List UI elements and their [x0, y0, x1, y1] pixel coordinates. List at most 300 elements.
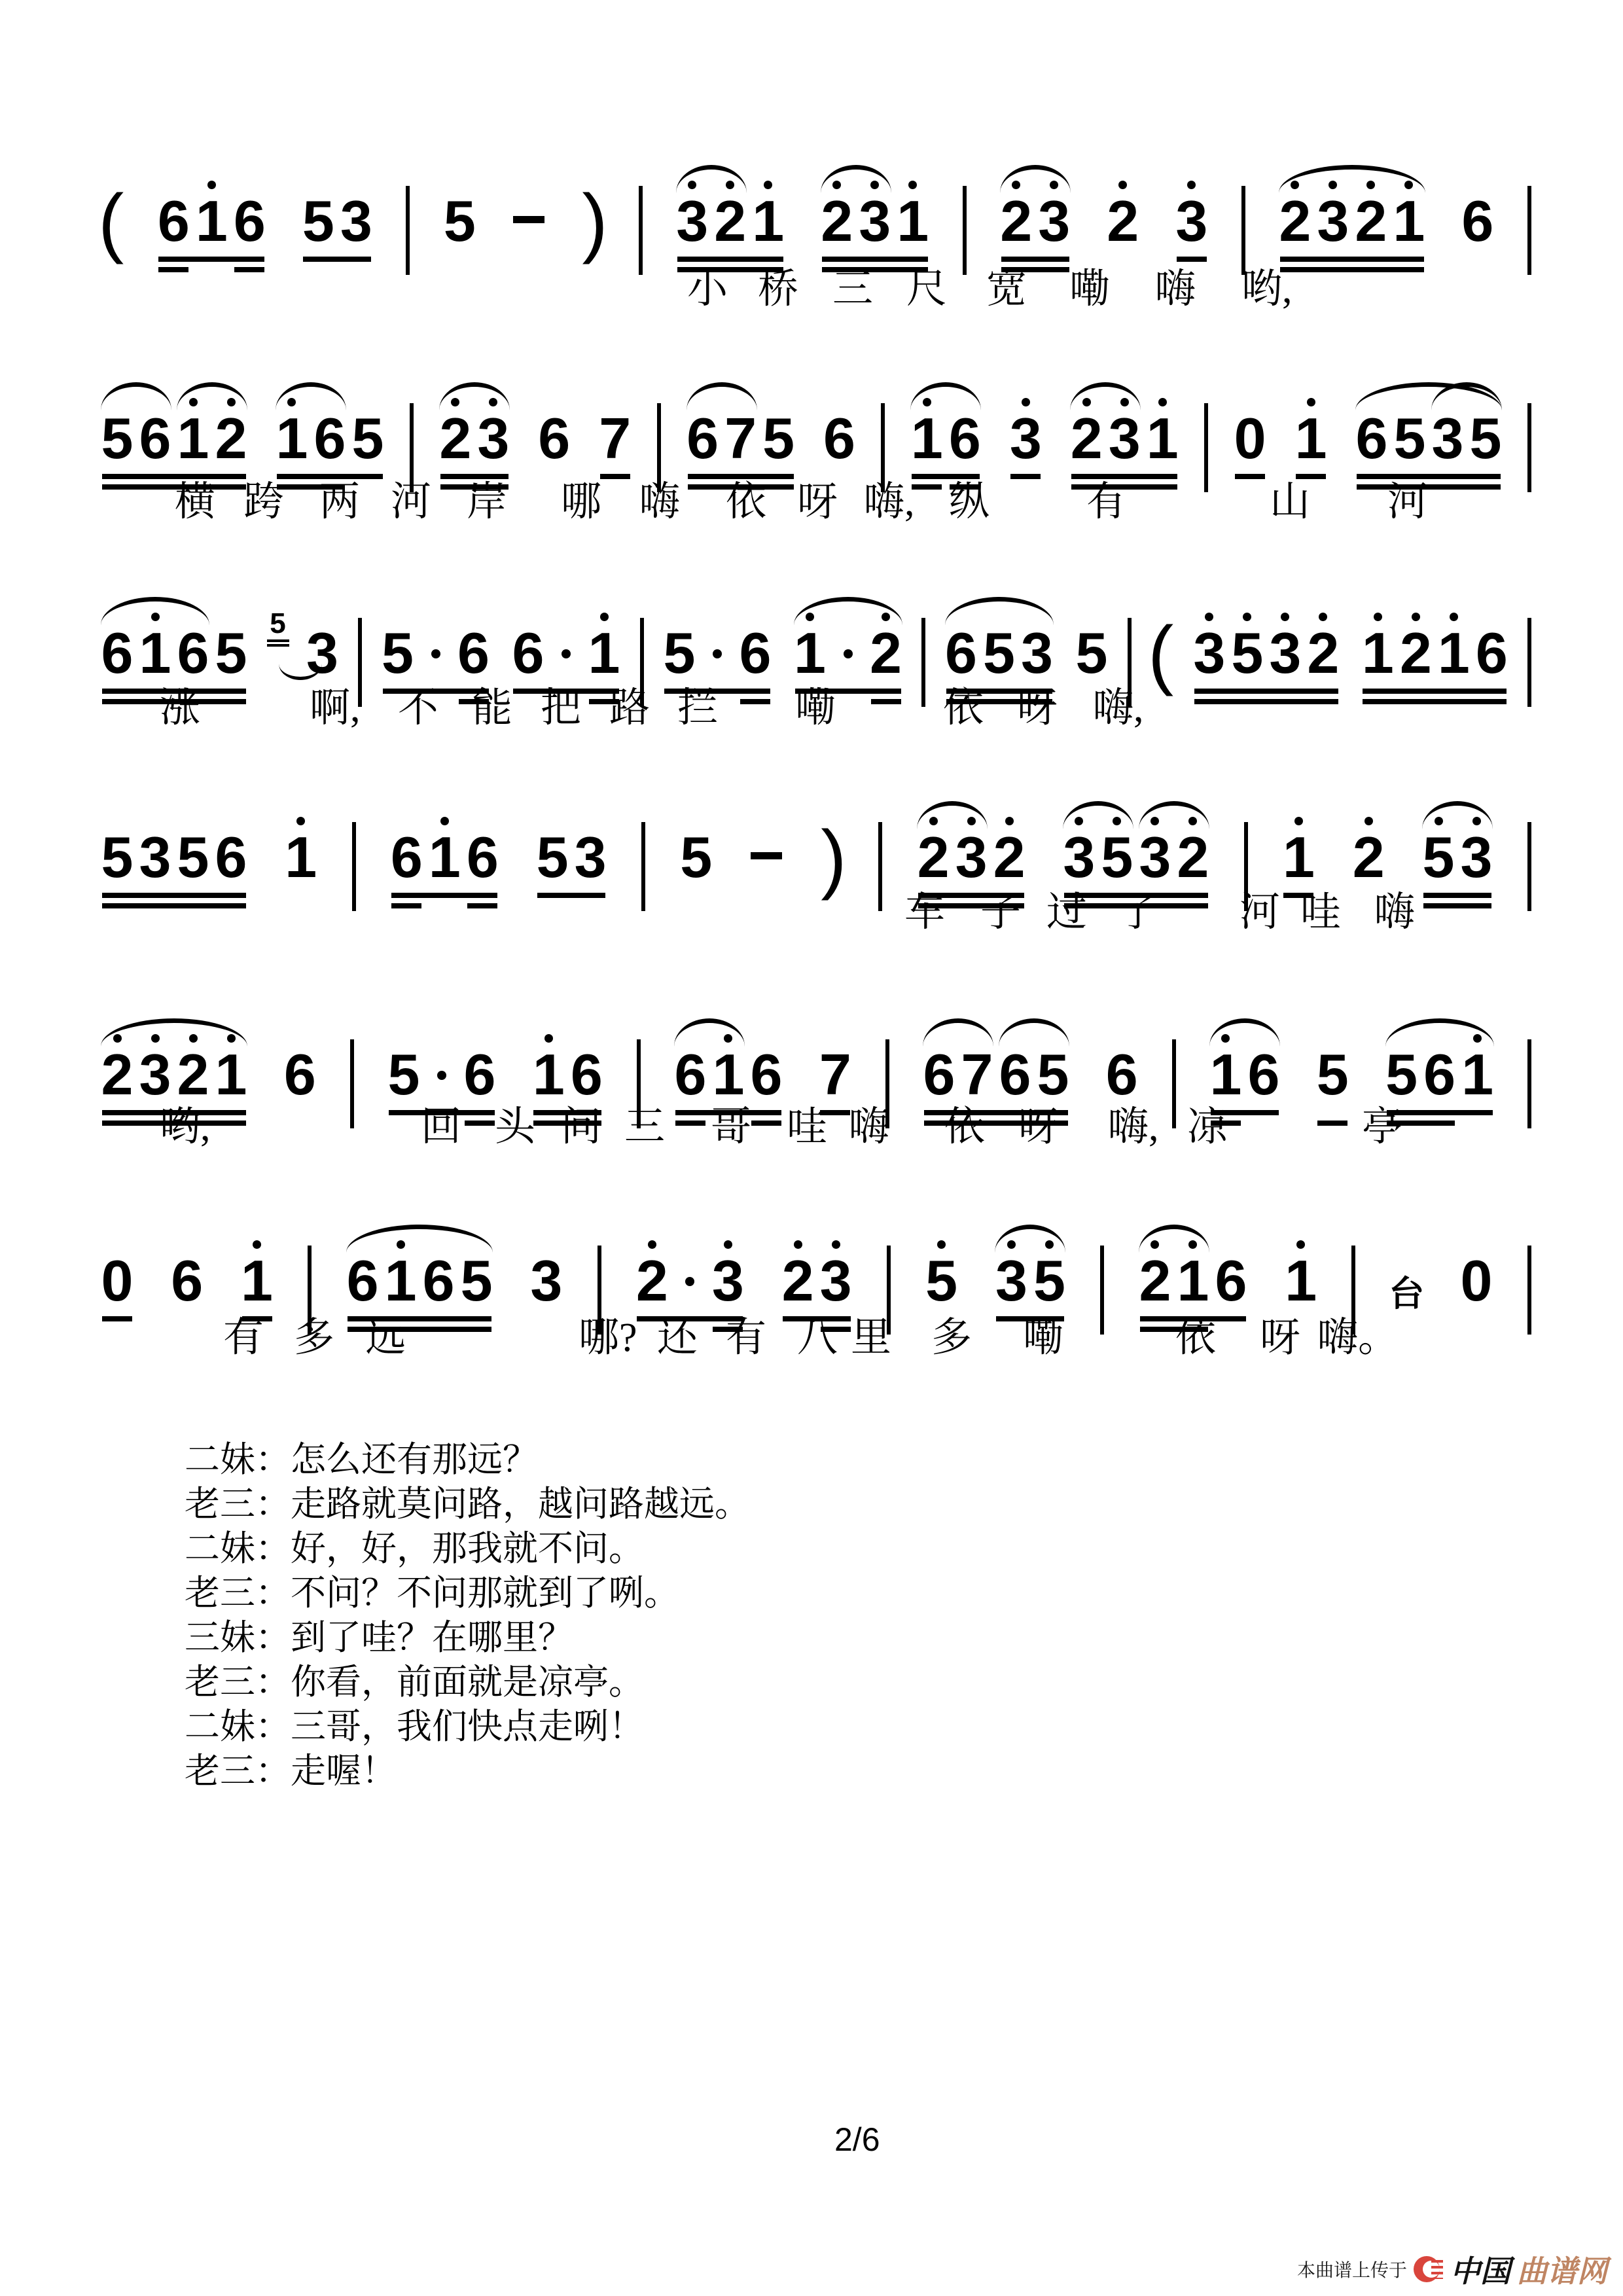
- note-digit: 5: [1316, 1042, 1349, 1107]
- paren: (: [1148, 611, 1174, 697]
- lyric-syllable: 两: [319, 480, 361, 524]
- note-digit: 3: [340, 188, 372, 253]
- slur-arc: [439, 382, 510, 410]
- note-unit: [709, 1235, 747, 1313]
- beam-underline: [391, 903, 421, 908]
- beam-underline: [912, 484, 942, 490]
- beam-underline: [1194, 699, 1338, 704]
- note-digit: 6: [422, 1248, 455, 1313]
- lyric-syllable: 依: [944, 1105, 986, 1149]
- note-digit: 3: [1460, 825, 1493, 889]
- lyric-syllable: 呀: [1017, 686, 1058, 730]
- note-unit: [281, 1029, 319, 1107]
- note-digit: 1: [276, 406, 308, 471]
- lyric-syllable: 涨: [160, 686, 201, 730]
- dialogue-line: 老三：不问？不问那就到了咧。: [185, 1573, 679, 1613]
- note-digit: 2: [714, 188, 747, 253]
- note-digit: 5: [302, 188, 334, 253]
- slur-arc: [917, 801, 988, 829]
- note-digit: 5: [762, 406, 795, 471]
- slur-arc: [945, 597, 1054, 625]
- note-group: [1231, 393, 1269, 505]
- note-unit: [749, 175, 787, 253]
- augmentation-dot: [713, 649, 722, 658]
- note-digit: 6: [177, 620, 209, 685]
- note-digit: 3: [1009, 406, 1042, 471]
- paren: (: [98, 179, 124, 265]
- dialogue-line: 二妹：好，好，那我就不问。: [185, 1529, 644, 1568]
- lyric-syllable: 哟,: [160, 1105, 211, 1149]
- dialogue-line: 老三：走喔！: [185, 1751, 397, 1791]
- beam-underline: [102, 1316, 132, 1321]
- note-unit: [585, 607, 623, 685]
- barline: [1204, 403, 1208, 492]
- lyric-syllable: 把: [541, 686, 582, 730]
- octave-dot: [832, 1240, 840, 1249]
- note-unit: [282, 812, 320, 889]
- dialogue-line: 三妹：到了哇？在哪里？: [185, 1618, 573, 1657]
- note-digit: 7: [599, 406, 632, 471]
- note-group: [281, 1029, 319, 1141]
- note-unit: [698, 607, 736, 681]
- note-digit: 2: [821, 188, 853, 253]
- note-digit: 3: [676, 188, 709, 253]
- note-digit: 6: [157, 188, 190, 253]
- music-system: [98, 175, 1531, 306]
- note-group: [98, 812, 250, 924]
- lyric-syllable: 不: [398, 686, 439, 730]
- note-digit: 1: [1177, 1248, 1209, 1313]
- note-unit: [571, 812, 609, 889]
- lyric-syllable: 车: [904, 890, 946, 935]
- note-digit: 3: [1175, 188, 1208, 253]
- note-digit: 1: [139, 620, 171, 685]
- note-unit: [677, 812, 715, 889]
- barline: [410, 403, 414, 492]
- lyric-syllable: 岸: [467, 480, 508, 524]
- note-unit: [1104, 175, 1142, 253]
- note-digit: 1: [215, 1042, 247, 1107]
- barline: [921, 618, 925, 707]
- note-group: [1313, 1029, 1351, 1141]
- note-unit: [1007, 393, 1044, 471]
- augmentation-dot: [437, 1071, 446, 1080]
- note-unit: [385, 1029, 423, 1107]
- octave-dot: [1118, 181, 1127, 189]
- note-unit: [461, 1029, 499, 1107]
- note-group: [1459, 175, 1497, 288]
- note-digit: 5: [1422, 825, 1455, 889]
- augmentation-dot: [844, 649, 853, 658]
- lyric-syllable: 呀: [797, 480, 838, 524]
- dialogue-line: 二妹：三哥，我们快点走咧！: [185, 1707, 644, 1746]
- note-digit: 6: [948, 406, 981, 471]
- note-unit: [747, 1029, 785, 1107]
- note-unit: [821, 393, 859, 471]
- lyric-syllable: 哟,: [1241, 267, 1293, 312]
- note-digit: 2: [1352, 825, 1385, 889]
- lyric-syllable: 跨: [243, 480, 285, 524]
- barline: [1527, 1246, 1531, 1335]
- note-digit: 6: [570, 1042, 603, 1107]
- lyric-syllable: 啊,: [310, 686, 361, 730]
- note-unit: [417, 607, 455, 681]
- octave-dot: [1187, 181, 1196, 189]
- paren: ): [821, 815, 847, 901]
- note-digit: 6: [313, 406, 346, 471]
- dash-bar: [751, 852, 782, 859]
- note-digit: 2: [1399, 620, 1432, 685]
- note-unit: [440, 175, 478, 253]
- note-unit: [1313, 1029, 1351, 1107]
- note-group: [1190, 607, 1342, 720]
- note-digit: 6: [457, 620, 490, 685]
- lyric-syllable: 嗨,: [1108, 1105, 1159, 1149]
- octave-dot: [600, 613, 609, 621]
- note-digit: 1: [752, 188, 785, 253]
- lyric-syllable: 有: [1086, 480, 1128, 524]
- note-digit: 6: [750, 1042, 783, 1107]
- note-digit: 1: [1361, 620, 1394, 685]
- note-digit: 3: [530, 1248, 563, 1313]
- note-digit: 5: [1385, 1042, 1418, 1107]
- lyric-syllable: 尺: [906, 267, 948, 312]
- octave-dot: [648, 1240, 656, 1249]
- octave-dot: [724, 1240, 732, 1249]
- note-digit: 5: [215, 620, 247, 685]
- beam-underline: [1296, 474, 1326, 479]
- lyric-syllable: 河: [1240, 890, 1281, 935]
- note-digit: 1: [712, 1042, 745, 1107]
- note-group: [1457, 1235, 1495, 1348]
- note-group: [168, 1235, 206, 1348]
- slur-arc: [101, 382, 171, 410]
- note-digit: 3: [1269, 620, 1302, 685]
- slur-arc: [101, 597, 209, 625]
- octave-dot: [1205, 613, 1213, 621]
- note-digit: 1: [910, 406, 943, 471]
- note-digit: 6: [687, 406, 719, 471]
- note-digit: 2: [1279, 188, 1311, 253]
- lyric-syllable: 横: [175, 480, 216, 524]
- note-digit: 6: [101, 620, 134, 685]
- slur-arc: [1139, 1225, 1209, 1253]
- note-unit: [671, 1235, 709, 1308]
- note-digit: 3: [955, 825, 988, 889]
- duration-dash: [747, 812, 789, 903]
- lyric-syllable: 嗨,: [1093, 686, 1144, 730]
- note-unit: [168, 1235, 206, 1313]
- note-digit: 1: [285, 825, 317, 889]
- note-digit: 7: [819, 1042, 851, 1107]
- note-digit: 1: [241, 1248, 273, 1313]
- note-group: [1276, 175, 1428, 288]
- note-digit: 3: [1063, 825, 1096, 889]
- note-unit: [1282, 1235, 1320, 1313]
- brand-name-black: 中国: [1450, 2255, 1510, 2288]
- grace-beam: [267, 644, 289, 647]
- beam-underline: [277, 474, 383, 479]
- beam-underline: [1317, 1121, 1347, 1126]
- note-digit: 2: [993, 825, 1026, 889]
- note-digit: 6: [1355, 406, 1388, 471]
- note-unit: [1073, 607, 1111, 685]
- lyric-syllable: 嗨: [1374, 890, 1416, 935]
- watermark-text: 本曲谱上传于: [1296, 2260, 1407, 2280]
- dialogue-line: 二妹：怎么还有那远？: [185, 1440, 538, 1479]
- beam-underline: [102, 484, 246, 490]
- note-unit: [349, 393, 387, 471]
- lyric-syllable: 嗨: [849, 1105, 890, 1149]
- lyric-syllable: 哥: [711, 1105, 752, 1149]
- note-group: [98, 1235, 136, 1348]
- slur-arc: [1279, 165, 1425, 193]
- lyric-syllable: 桥: [758, 267, 799, 312]
- slur-arc: [923, 1018, 993, 1047]
- octave-dot: [207, 181, 216, 189]
- note-unit: [1279, 812, 1317, 889]
- note-unit: [1228, 607, 1266, 685]
- note-group: [1353, 393, 1505, 505]
- barline: [352, 822, 356, 911]
- note-digit: 6: [1423, 1042, 1456, 1107]
- lyric-syllable: 子: [980, 890, 1022, 935]
- barline: [1100, 1246, 1104, 1335]
- octave-dot: [1281, 613, 1289, 621]
- lyric-syllable: 有: [726, 1316, 767, 1360]
- beam-underline: [102, 893, 246, 898]
- note-unit: [923, 1235, 961, 1313]
- octave-dot: [1374, 613, 1382, 621]
- barline: [641, 822, 645, 911]
- lyric-syllable: 山: [1270, 480, 1311, 524]
- octave-dot: [1294, 817, 1303, 825]
- note-digit: 1: [1282, 825, 1315, 889]
- beam-underline: [1363, 699, 1507, 704]
- note-digit: 3: [1317, 188, 1349, 253]
- note-digit: 3: [1108, 406, 1141, 471]
- note-digit: 5: [1033, 1248, 1065, 1313]
- note-group: [1359, 607, 1510, 720]
- barline: [1172, 1039, 1176, 1128]
- dialogue-line: 老三：走路就莫问路，越问路越远。: [185, 1484, 750, 1524]
- watermark: [1297, 2248, 1607, 2291]
- note-digit: 6: [1461, 188, 1494, 253]
- note-digit: 3: [1193, 620, 1226, 685]
- note-digit: 5: [1037, 1042, 1069, 1107]
- note-unit: [816, 1029, 854, 1107]
- barline: [350, 1039, 354, 1128]
- beam-underline: [1071, 474, 1177, 479]
- octave-dot: [1005, 817, 1014, 825]
- page-number: 2/6: [834, 2121, 880, 2158]
- note-digit: 6: [1105, 1042, 1138, 1107]
- beam-underline: [1423, 903, 1491, 908]
- note-digit: 1: [1209, 1042, 1242, 1107]
- slur-arc: [1070, 382, 1141, 410]
- note-digit: 5: [663, 620, 696, 685]
- octave-dot: [937, 1240, 946, 1249]
- lyric-syllable: 哇: [1300, 890, 1342, 935]
- note-digit: 6: [171, 1248, 204, 1313]
- lyric-syllable: 多: [931, 1316, 972, 1360]
- barline: [963, 186, 967, 275]
- lyric-syllable: 河: [391, 480, 432, 524]
- lyric-syllable: 三: [832, 267, 874, 312]
- beam-underline: [391, 893, 497, 898]
- note-unit: [98, 1235, 136, 1313]
- octave-dot: [1158, 398, 1167, 406]
- slur-arc: [1000, 165, 1071, 193]
- note-digit: 3: [477, 406, 510, 471]
- grace-digit: 5: [270, 607, 286, 639]
- note-group: [440, 175, 478, 288]
- beam-underline: [1357, 484, 1501, 490]
- note-group: [533, 812, 609, 924]
- slur-arc: [1422, 801, 1493, 829]
- note-digit: 5: [177, 825, 209, 889]
- note-digit: 6: [390, 825, 423, 889]
- note-digit: 6: [512, 620, 544, 685]
- note-unit: [136, 812, 174, 889]
- lyric-syllable: 嗨: [1155, 267, 1196, 312]
- note-unit: [423, 1029, 461, 1102]
- note-digit: 7: [961, 1042, 993, 1107]
- note-digit: 1: [384, 1248, 417, 1313]
- note-digit: 2: [1177, 825, 1209, 889]
- beam-underline: [1235, 474, 1265, 479]
- lyric-syllable: 嘞: [1069, 267, 1111, 312]
- slur-arc: [1063, 801, 1133, 829]
- note-digit: 1: [428, 825, 461, 889]
- lyric-syllable: 亭: [1362, 1105, 1403, 1149]
- note-digit: 6: [283, 1042, 316, 1107]
- note-digit: 3: [1431, 406, 1464, 471]
- note-digit: 5: [460, 1248, 493, 1313]
- note-digit: 1: [1146, 406, 1179, 471]
- barline: [1527, 618, 1531, 707]
- note-digit: 3: [1038, 188, 1071, 253]
- note-digit: 3: [574, 825, 607, 889]
- note-unit: [990, 812, 1028, 889]
- beam-underline: [440, 474, 508, 479]
- note-unit: [1304, 607, 1342, 685]
- beam-underline: [1280, 267, 1424, 272]
- lyric-syllable: 依: [943, 686, 984, 730]
- note-digit: 6: [923, 1042, 955, 1107]
- lyric-syllable: 哪?: [579, 1316, 637, 1360]
- note-unit: [567, 1029, 605, 1107]
- note-unit: [527, 1235, 565, 1313]
- beam-underline: [1001, 257, 1069, 262]
- slur-arc: [346, 1225, 493, 1253]
- note-unit: [1359, 607, 1397, 685]
- lyric-syllable: 嘞: [795, 686, 836, 730]
- note-digit: 3: [306, 620, 338, 685]
- octave-dot: [1022, 398, 1030, 406]
- note-digit: 1: [1461, 1042, 1494, 1107]
- note-digit: 6: [233, 188, 266, 253]
- note-digit: 6: [999, 1042, 1031, 1107]
- grace-note: [267, 607, 289, 647]
- note-digit: 5: [983, 620, 1015, 685]
- note-digit: 2: [101, 1042, 134, 1107]
- note-digit: 6: [1215, 1248, 1247, 1313]
- octave-dot: [296, 817, 305, 825]
- slur-arc: [1139, 801, 1209, 829]
- octave-dot: [1243, 613, 1251, 621]
- note-unit: [299, 175, 337, 253]
- note-unit: [533, 812, 571, 889]
- note-unit: [894, 175, 932, 253]
- note-digit: 5: [1075, 620, 1108, 685]
- lyric-syllable: 纵: [949, 480, 990, 524]
- lyric-syllable: 呀: [1260, 1316, 1301, 1360]
- note-digit: 6: [215, 825, 247, 889]
- note-digit: 2: [1139, 1248, 1171, 1313]
- note-unit: [238, 1235, 276, 1313]
- note-group: [677, 812, 715, 924]
- note-unit: [736, 607, 774, 685]
- slur-arc: [1209, 1018, 1280, 1047]
- note-digit: 1: [588, 620, 620, 685]
- note-unit: [455, 607, 493, 685]
- note-digit: 6: [739, 620, 772, 685]
- lyric-syllable: 依: [726, 480, 767, 524]
- note-digit: 2: [870, 620, 902, 685]
- note-digit: 3: [139, 825, 171, 889]
- lyric-syllable: 凉: [1187, 1105, 1228, 1149]
- beam-underline: [1194, 689, 1338, 694]
- note-unit: [379, 607, 417, 685]
- barline: [1527, 822, 1531, 911]
- barline: [657, 403, 661, 492]
- note-digit: 5: [101, 825, 134, 889]
- lyric-syllable: 河: [1387, 480, 1429, 524]
- note-digit: 1: [195, 188, 228, 253]
- slur-arc: [1385, 1018, 1494, 1047]
- note-digit: 5: [101, 406, 134, 471]
- octave-dot: [908, 181, 917, 189]
- note-unit: [463, 812, 501, 889]
- beam-underline: [303, 257, 371, 262]
- note-digit: 5: [351, 406, 384, 471]
- note-group: [596, 393, 634, 505]
- lyric-syllable: 小: [687, 267, 728, 312]
- beam-underline: [1280, 257, 1424, 262]
- note-unit: [535, 393, 573, 471]
- note-digit: 2: [635, 1248, 668, 1313]
- octave-dot: [1450, 613, 1458, 621]
- barline: [639, 186, 643, 275]
- beam-underline: [600, 474, 630, 479]
- note-digit: 1: [897, 188, 929, 253]
- note-digit: 6: [945, 620, 977, 685]
- slur-arc: [995, 1225, 1065, 1253]
- octave-dot: [1296, 1240, 1305, 1249]
- note-unit: [1472, 607, 1510, 685]
- slur-arc: [999, 1018, 1069, 1047]
- note-unit: [1457, 1235, 1495, 1313]
- barline: [878, 822, 882, 911]
- note-digit: 5: [1469, 406, 1502, 471]
- note-digit: 3: [819, 1248, 852, 1313]
- note-unit: [1190, 607, 1228, 685]
- note-digit: 5: [443, 188, 476, 253]
- note-group: [154, 175, 268, 288]
- note-unit: [230, 175, 268, 253]
- note-unit: [98, 812, 136, 889]
